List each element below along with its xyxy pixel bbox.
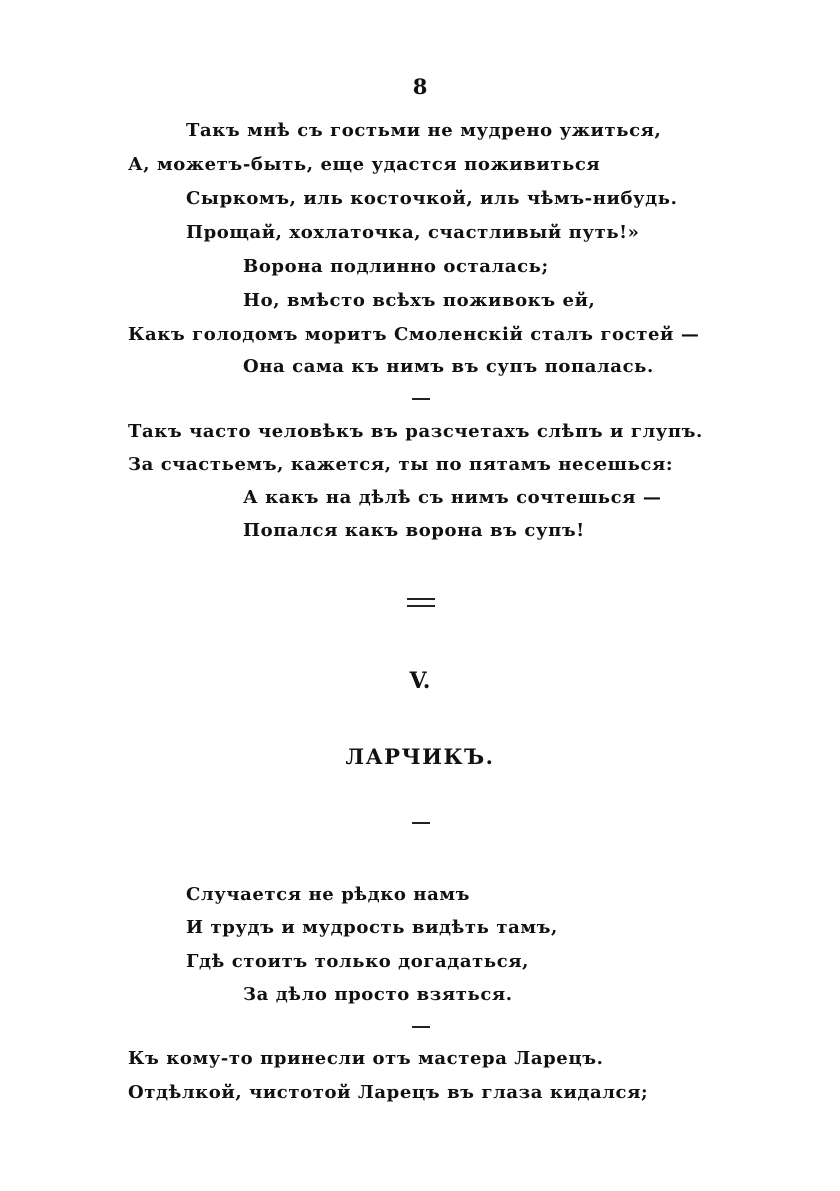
verse-line: А, можетъ-быть, еще удастся поживиться [128, 154, 601, 175]
dash-separator [412, 1026, 430, 1028]
verse-line: Такъ мнѣ съ гостьми не мудрено ужиться, [186, 120, 662, 141]
verse-line: Гдѣ стоитъ только догадаться, [186, 951, 530, 972]
verse-line: Отдѣлкой, чистотой Ларецъ въ глаза кидался; [128, 1082, 649, 1103]
verse-line: Какъ голодомъ моритъ Смоленскій сталъ гостей — [128, 324, 700, 345]
verse-line: Такъ часто человѣкъ въ разсчетахъ слѣпъ и глупъ. [128, 421, 703, 442]
verse-line: Она сама къ нимъ въ супъ попалась. [243, 356, 654, 377]
dash-separator [412, 398, 430, 400]
verse-line: За дѣло просто взяться. [243, 984, 513, 1005]
verse-line: Случается не рѣдко намъ [186, 884, 470, 905]
verse-line: Но, вмѣсто всѣхъ поживокъ ей, [243, 290, 596, 311]
section-title: ЛАРЧИКЪ. [345, 744, 495, 769]
dash-separator [412, 822, 430, 824]
page-number: 8 [412, 74, 428, 99]
verse-line: Къ кому-то принесли отъ мастера Ларецъ. [128, 1048, 604, 1069]
verse-line: Ворона подлинно осталась; [243, 256, 549, 277]
section-number: V. [409, 668, 431, 694]
verse-line: Сыркомъ, иль косточкой, иль чѣмъ-нибудь. [186, 188, 678, 209]
verse-line: Попался какъ ворона въ супъ! [243, 520, 585, 541]
verse-line: И трудъ и мудрость видѣть тамъ, [186, 917, 558, 938]
double-rule-separator [407, 598, 435, 607]
verse-line: А какъ на дѣлѣ съ нимъ сочтешься — [243, 487, 662, 508]
verse-line: За счастьемъ, кажется, ты по пятамъ несешься: [128, 454, 674, 475]
verse-line: Прощай, хохлаточка, счастливый путь!» [186, 222, 640, 243]
